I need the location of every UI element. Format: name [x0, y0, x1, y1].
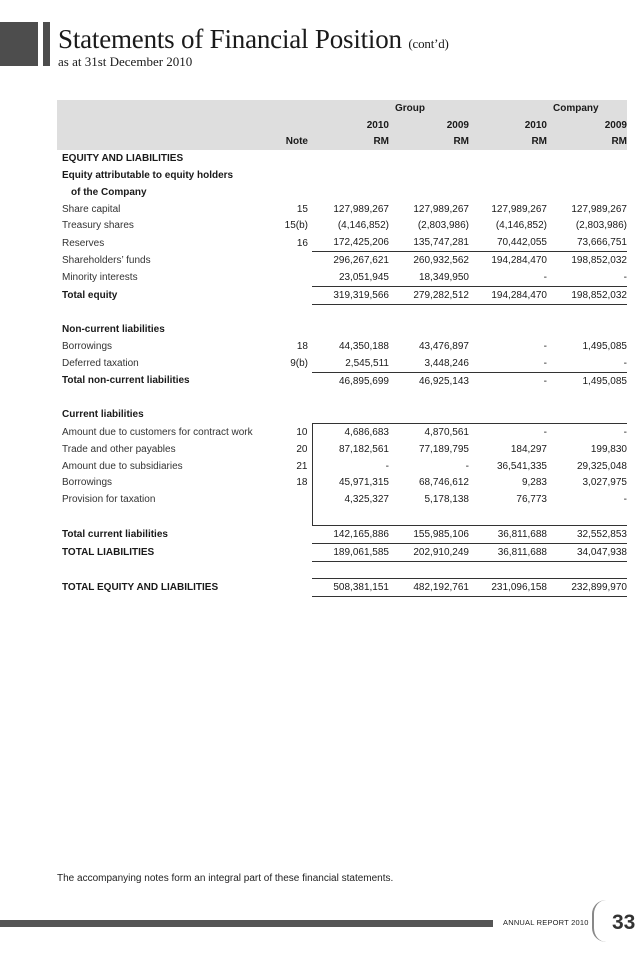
section-heading: EQUITY AND LIABILITIES: [62, 153, 184, 165]
cell-value: 127,989,267: [413, 203, 469, 215]
year-header: 2009: [389, 117, 469, 134]
cell-value: 76,773: [516, 494, 547, 506]
cell-value: 46,925,143: [389, 372, 469, 389]
corner-decoration-bar: [43, 22, 50, 66]
row-label: Total current liabilities: [62, 528, 168, 540]
row-label: Borrowings: [62, 341, 113, 353]
cell-value: 202,910,249: [389, 543, 469, 561]
cell-value: 5,178,138: [424, 494, 469, 506]
row-note: 15: [296, 203, 308, 215]
cell-value: 508,381,151: [312, 579, 389, 597]
table-row-total: [57, 286, 627, 304]
cell-value: 319,319,566: [312, 286, 389, 304]
row-label: Share capital: [62, 203, 121, 215]
page-title-text: Statements of Financial Position: [58, 24, 402, 54]
cell-value: 34,047,938: [547, 543, 627, 561]
header-row-entity: [57, 100, 627, 117]
cell-value: (4,146,852): [337, 220, 389, 232]
cell-value: 4,870,561: [389, 424, 469, 441]
cell-value: 43,476,897: [418, 341, 469, 353]
cell-value: 260,932,562: [389, 252, 469, 269]
section-heading-row: [57, 406, 627, 423]
table-row: [57, 218, 627, 235]
cell-value: 127,989,267: [491, 203, 547, 215]
subsection-heading-row: [57, 184, 627, 201]
row-note: 16: [296, 237, 308, 249]
cell-value: -: [623, 357, 627, 369]
page-title: [58, 24, 449, 55]
cell-value: 194,284,470: [469, 252, 547, 269]
row-label: Total non-current liabilities: [62, 375, 190, 387]
table-row: [57, 269, 627, 286]
cell-value: 4,325,327: [312, 491, 389, 508]
cell-value: (2,803,986): [575, 220, 627, 232]
cell-value: 77,189,795: [418, 443, 469, 455]
row-label: Minority interests: [62, 272, 138, 284]
section-heading: Current liabilities: [62, 409, 144, 421]
cell-value: 232,899,970: [547, 579, 627, 597]
header-row-units: [57, 134, 627, 151]
cell-value: 70,442,055: [496, 237, 547, 249]
cell-value: -: [623, 271, 627, 283]
cell-value: 18,349,950: [418, 271, 469, 283]
row-note: [284, 579, 312, 597]
cell-value: 198,852,032: [547, 252, 627, 269]
row-note: 9(b): [290, 358, 308, 370]
cell-value: 36,811,688: [469, 525, 547, 543]
row-note: [284, 491, 312, 508]
cell-value: 231,096,158: [469, 579, 547, 597]
cell-value: (4,146,852): [495, 220, 547, 232]
row-label: Deferred taxation: [62, 358, 139, 370]
cell-value: 279,282,512: [389, 286, 469, 304]
row-note: 20: [296, 443, 308, 455]
subsection-heading: Equity attributable to equity holders: [62, 170, 234, 182]
table-row: [57, 475, 627, 492]
cell-value: 73,666,751: [576, 237, 627, 249]
table-row-total: [57, 372, 627, 389]
currency-header: RM: [389, 134, 469, 151]
cell-value: 45,971,315: [312, 475, 389, 492]
year-header: 2010: [312, 117, 389, 134]
cell-value: 127,989,267: [571, 203, 627, 215]
row-label: TOTAL EQUITY AND LIABILITIES: [62, 582, 219, 594]
page-bracket-decoration: [592, 900, 608, 942]
row-note: 21: [296, 460, 308, 472]
cell-value: 127,989,267: [333, 203, 389, 215]
row-label: Shareholders’ funds: [62, 254, 151, 266]
cell-value: 184,297: [510, 443, 547, 455]
company-header: Company: [547, 100, 627, 117]
table-row: [57, 424, 627, 441]
cell-value: 155,985,106: [389, 525, 469, 543]
section-heading-row: [57, 150, 627, 167]
subsection-heading: of the Company: [71, 186, 147, 198]
cell-value: -: [547, 424, 627, 441]
row-note: 10: [296, 426, 308, 438]
currency-header: RM: [469, 134, 547, 151]
row-note: [284, 372, 312, 389]
annual-report-label: ANNUAL REPORT 2010: [503, 918, 589, 927]
footer-bar: [0, 920, 493, 927]
cell-value: -: [543, 271, 547, 283]
table-row: [57, 491, 627, 508]
cell-value: 4,686,683: [312, 424, 389, 441]
cell-value: 29,325,048: [576, 460, 627, 472]
row-label: Treasury shares: [62, 220, 134, 232]
cell-value: 142,165,886: [312, 525, 389, 543]
header-row-years: [57, 117, 627, 134]
cell-value: 296,267,621: [312, 252, 389, 269]
page-subtitle: as at 31st December 2010: [58, 54, 193, 69]
cell-value: -: [465, 460, 469, 472]
cell-value: 1,495,085: [582, 341, 627, 353]
cell-value: -: [543, 357, 547, 369]
group-header: Group: [389, 100, 469, 117]
financial-position-table: [57, 100, 627, 597]
row-note: [284, 286, 312, 304]
corner-decoration-block: [0, 22, 38, 66]
row-label: Reserves: [62, 237, 105, 249]
year-header: 2009: [547, 117, 627, 134]
page-title-suffix: (cont’d): [408, 36, 449, 51]
currency-header: RM: [312, 134, 389, 151]
cell-value: -: [623, 494, 627, 506]
row-label: Provision for taxation: [62, 494, 156, 506]
cell-value: 3,027,975: [582, 477, 627, 489]
cell-value: 194,284,470: [469, 286, 547, 304]
cell-value: 3,448,246: [424, 357, 469, 369]
row-note: 18: [296, 477, 308, 489]
section-heading: Non-current liabilities: [62, 324, 165, 336]
row-note: [284, 269, 312, 286]
table-row-total: [57, 543, 627, 561]
cell-value: -: [469, 424, 547, 441]
cell-value: 68,746,612: [418, 477, 469, 489]
table-row: [57, 355, 627, 372]
table-row: [57, 234, 627, 251]
footnote: The accompanying notes form an integral part of these financial statements.: [57, 873, 394, 884]
cell-value: -: [469, 372, 547, 389]
cell-value: -: [312, 458, 389, 475]
row-note: 15(b): [284, 220, 308, 232]
cell-value: 189,061,585: [312, 543, 389, 561]
cell-value: 135,747,281: [413, 237, 469, 249]
spacer-row: [57, 304, 627, 321]
subsection-heading-row: [57, 167, 627, 184]
row-label: Amount due to customers for contract work: [62, 426, 253, 438]
cell-value: 9,283: [521, 477, 547, 489]
cell-value: 198,852,032: [547, 286, 627, 304]
cell-value: 199,830: [590, 443, 627, 455]
spacer-row: [57, 508, 627, 525]
cell-value: 2,545,511: [345, 357, 389, 369]
cell-value: 482,192,761: [389, 579, 469, 597]
row-label: Trade and other payables: [62, 443, 176, 455]
row-note: 18: [296, 341, 308, 353]
row-label: Amount due to subsidiaries: [62, 460, 183, 472]
table-row: [57, 252, 627, 269]
cell-value: 36,541,335: [496, 460, 547, 472]
table-row: [57, 458, 627, 475]
spacer-row: [57, 561, 627, 579]
table-row-total: [57, 525, 627, 543]
table-row: [57, 201, 627, 218]
cell-value: 1,495,085: [547, 372, 627, 389]
cell-value: 46,895,699: [312, 372, 389, 389]
spacer-row: [57, 390, 627, 407]
page-number: 33: [612, 911, 636, 934]
cell-value: (2,803,986): [417, 220, 469, 232]
cell-value: 44,350,188: [338, 341, 389, 353]
row-label: TOTAL LIABILITIES: [62, 546, 155, 558]
row-note: [284, 252, 312, 269]
table-row-grand-total: [57, 579, 627, 597]
cell-value: 172,425,206: [333, 237, 389, 249]
cell-value: 36,811,688: [469, 543, 547, 561]
section-heading-row: [57, 321, 627, 338]
year-header: 2010: [469, 117, 547, 134]
table-row: [57, 338, 627, 355]
row-label: Borrowings: [62, 477, 113, 489]
cell-value: -: [543, 341, 547, 353]
row-label: Total equity: [62, 289, 118, 301]
currency-header: RM: [547, 134, 627, 151]
row-note: [284, 543, 312, 561]
cell-value: 32,552,853: [547, 525, 627, 543]
note-header: Note: [284, 134, 312, 151]
cell-value: 87,182,561: [312, 441, 389, 458]
cell-value: 23,051,945: [338, 271, 389, 283]
row-note: [284, 525, 312, 543]
table-row: [57, 441, 627, 458]
